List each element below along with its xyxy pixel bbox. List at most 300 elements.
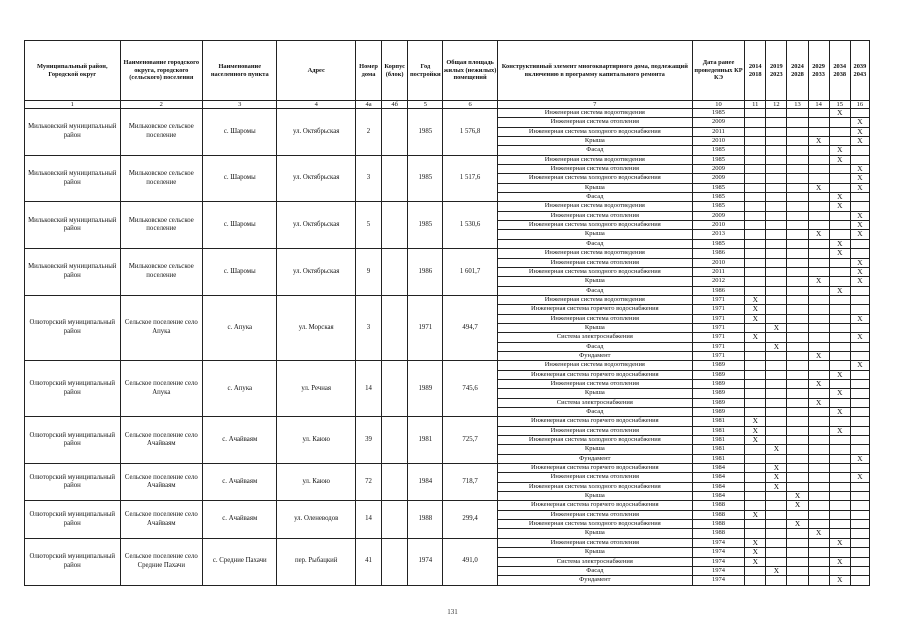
period-2014-2018-cell (745, 529, 766, 538)
period-2029-2033-cell: X (808, 351, 829, 360)
element-name-cell: Крыша (497, 277, 692, 286)
prior-repair-date-cell: 1985 (692, 109, 744, 118)
locality-cell: с. Ачайваям (203, 417, 277, 464)
period-2024-2028-cell (787, 183, 808, 192)
period-2019-2023-cell (766, 118, 787, 127)
period-2014-2018-cell: X (745, 557, 766, 566)
period-2034-2038-cell (829, 398, 850, 407)
district-cell: Мильковский муниципальный район (25, 202, 121, 249)
table-row (25, 538, 870, 547)
element-name-cell: Инженерная система отопления (497, 510, 692, 519)
period-2014-2018-cell (745, 221, 766, 230)
period-2019-2023-cell (766, 398, 787, 407)
period-2039-2043-cell: X (850, 473, 869, 482)
period-2034-2038-cell: X (829, 426, 850, 435)
year-built-cell: 1985 (408, 109, 443, 156)
period-2039-2043-cell: X (850, 258, 869, 267)
period-2039-2043-cell (850, 501, 869, 510)
period-2019-2023-cell (766, 408, 787, 417)
period-2024-2028-cell (787, 230, 808, 239)
area-cell: 745,6 (443, 361, 497, 417)
period-2034-2038-cell: X (829, 146, 850, 155)
house-number-cell: 3 (355, 155, 381, 202)
prior-repair-date-cell: 1974 (692, 576, 744, 585)
period-2014-2018-cell: X (745, 548, 766, 557)
period-2024-2028-cell (787, 445, 808, 454)
period-2039-2043-cell (850, 351, 869, 360)
district-cell: Олюторский муниципальный район (25, 538, 121, 585)
period-2024-2028-cell (787, 174, 808, 183)
period-2014-2018-cell: X (745, 436, 766, 445)
prior-repair-date-cell: 1971 (692, 314, 744, 323)
settlement-cell: Мильковское сельское поселение (120, 249, 202, 296)
period-2039-2043-cell (850, 379, 869, 388)
period-2034-2038-cell: X (829, 193, 850, 202)
period-2034-2038-cell (829, 165, 850, 174)
prior-repair-date-cell: 1989 (692, 408, 744, 417)
element-name-cell: Инженерная система холодного водоснабжения (497, 267, 692, 276)
period-2034-2038-cell (829, 267, 850, 276)
element-name-cell: Фасад (497, 342, 692, 351)
column-number-row (25, 101, 870, 109)
element-name-cell: Крыша (497, 183, 692, 192)
settlement-cell: Мильковское сельское поселение (120, 202, 202, 249)
locality-cell: с. Апука (203, 295, 277, 360)
period-2039-2043-cell: X (850, 333, 869, 342)
column-number: 5 (408, 101, 443, 109)
period-2029-2033-cell (808, 389, 829, 398)
period-2014-2018-cell (745, 155, 766, 164)
header-cell: Корпус (блок) (382, 41, 408, 101)
block-cell (382, 155, 408, 202)
prior-repair-date-cell: 2010 (692, 137, 744, 146)
prior-repair-date-cell: 2009 (692, 211, 744, 220)
period-2014-2018-cell (745, 566, 766, 575)
period-2014-2018-cell (745, 174, 766, 183)
locality-cell: с. Ачайваям (203, 501, 277, 538)
period-2029-2033-cell (808, 193, 829, 202)
period-2014-2018-cell (745, 482, 766, 491)
element-name-cell: Система электроснабжения (497, 333, 692, 342)
period-2024-2028-cell (787, 389, 808, 398)
period-2024-2028-cell (787, 361, 808, 370)
year-built-cell: 1988 (408, 501, 443, 538)
period-2019-2023-cell (766, 211, 787, 220)
prior-repair-date-cell: 1984 (692, 473, 744, 482)
repair-program-table (24, 40, 870, 586)
period-2029-2033-cell (808, 473, 829, 482)
element-name-cell: Инженерная система отопления (497, 118, 692, 127)
period-2019-2023-cell (766, 249, 787, 258)
area-cell: 718,7 (443, 464, 497, 501)
period-2034-2038-cell (829, 454, 850, 463)
prior-repair-date-cell: 1988 (692, 501, 744, 510)
street-cell: ул. Октябрьская (277, 202, 355, 249)
period-2039-2043-cell (850, 492, 869, 501)
period-2039-2043-cell (850, 239, 869, 248)
prior-repair-date-cell: 1981 (692, 436, 744, 445)
district-cell: Олюторский муниципальный район (25, 464, 121, 501)
period-2024-2028-cell (787, 314, 808, 323)
settlement-cell: Мильковское сельское поселение (120, 155, 202, 202)
period-2029-2033-cell (808, 492, 829, 501)
period-2039-2043-cell (850, 323, 869, 332)
period-2024-2028-cell (787, 436, 808, 445)
period-2034-2038-cell (829, 118, 850, 127)
period-2034-2038-cell (829, 529, 850, 538)
column-number: 10 (692, 101, 744, 109)
period-2014-2018-cell: X (745, 426, 766, 435)
column-number: 16 (850, 101, 869, 109)
street-cell: ул. Каюю (277, 417, 355, 464)
period-2019-2023-cell (766, 305, 787, 314)
period-2024-2028-cell (787, 211, 808, 220)
period-2014-2018-cell (745, 230, 766, 239)
period-2029-2033-cell: X (808, 137, 829, 146)
block-cell (382, 417, 408, 464)
street-cell: пер. Рыбацкий (277, 538, 355, 585)
locality-cell: с. Апука (203, 361, 277, 417)
period-2024-2028-cell (787, 342, 808, 351)
period-2024-2028-cell (787, 510, 808, 519)
period-2019-2023-cell (766, 295, 787, 304)
period-2014-2018-cell (745, 258, 766, 267)
period-2019-2023-cell: X (766, 566, 787, 575)
period-2034-2038-cell (829, 305, 850, 314)
prior-repair-date-cell: 1989 (692, 361, 744, 370)
period-2019-2023-cell (766, 230, 787, 239)
period-2034-2038-cell (829, 211, 850, 220)
column-number: 11 (745, 101, 766, 109)
prior-repair-date-cell: 2010 (692, 221, 744, 230)
area-cell: 1 576,8 (443, 109, 497, 156)
period-2029-2033-cell: X (808, 183, 829, 192)
header-cell: Адрес (277, 41, 355, 101)
prior-repair-date-cell: 1988 (692, 520, 744, 529)
period-2014-2018-cell (745, 137, 766, 146)
prior-repair-date-cell: 1981 (692, 445, 744, 454)
period-2034-2038-cell (829, 127, 850, 136)
table-body (25, 109, 870, 586)
district-cell: Мильковский муниципальный район (25, 109, 121, 156)
period-2019-2023-cell (766, 202, 787, 211)
period-2024-2028-cell (787, 118, 808, 127)
period-2014-2018-cell (745, 146, 766, 155)
year-built-cell: 1985 (408, 155, 443, 202)
period-2034-2038-cell (829, 417, 850, 426)
column-number: 3 (203, 101, 277, 109)
element-name-cell: Инженерная система горячего водоснабжения (497, 501, 692, 510)
page-number: 131 (447, 608, 458, 616)
prior-repair-date-cell: 1989 (692, 398, 744, 407)
period-2019-2023-cell: X (766, 473, 787, 482)
column-number: 15 (829, 101, 850, 109)
period-2014-2018-cell (745, 127, 766, 136)
header-cell: 2019 2023 (766, 41, 787, 101)
period-2029-2033-cell (808, 221, 829, 230)
year-built-cell: 1986 (408, 249, 443, 296)
period-2019-2023-cell (766, 426, 787, 435)
column-number: 6 (443, 101, 497, 109)
settlement-cell: Сельское поселение село Ачайваям (120, 417, 202, 464)
period-2019-2023-cell (766, 492, 787, 501)
period-2019-2023-cell (766, 557, 787, 566)
element-name-cell: Фасад (497, 239, 692, 248)
element-name-cell: Инженерная система отопления (497, 538, 692, 547)
locality-cell: с. Шаромы (203, 202, 277, 249)
street-cell: ул. Морская (277, 295, 355, 360)
house-number-cell: 3 (355, 295, 381, 360)
period-2014-2018-cell (745, 109, 766, 118)
period-2034-2038-cell: X (829, 389, 850, 398)
period-2039-2043-cell (850, 389, 869, 398)
period-2034-2038-cell (829, 436, 850, 445)
locality-cell: с. Шаромы (203, 155, 277, 202)
period-2039-2043-cell: X (850, 127, 869, 136)
street-cell: ул. Октябрьская (277, 109, 355, 156)
prior-repair-date-cell: 2011 (692, 127, 744, 136)
period-2019-2023-cell (766, 258, 787, 267)
period-2014-2018-cell (745, 361, 766, 370)
column-number: 4б (382, 101, 408, 109)
street-cell: ул. Оленеводов (277, 501, 355, 538)
period-2024-2028-cell (787, 305, 808, 314)
header-row (25, 41, 870, 101)
period-2034-2038-cell (829, 510, 850, 519)
period-2039-2043-cell (850, 510, 869, 519)
prior-repair-date-cell: 2009 (692, 174, 744, 183)
period-2039-2043-cell: X (850, 165, 869, 174)
period-2039-2043-cell: X (850, 277, 869, 286)
year-built-cell: 1974 (408, 538, 443, 585)
prior-repair-date-cell: 1981 (692, 454, 744, 463)
period-2034-2038-cell (829, 548, 850, 557)
district-cell: Олюторский муниципальный район (25, 501, 121, 538)
element-name-cell: Крыша (497, 529, 692, 538)
area-cell: 1 530,6 (443, 202, 497, 249)
header-cell: Наименование городского округа, городского (сельского) поселения (120, 41, 202, 101)
element-name-cell: Инженерная система холодного водоснабжения (497, 174, 692, 183)
element-name-cell: Инженерная система водоотведения (497, 361, 692, 370)
prior-repair-date-cell: 1981 (692, 426, 744, 435)
period-2034-2038-cell (829, 137, 850, 146)
prior-repair-date-cell: 1971 (692, 295, 744, 304)
period-2034-2038-cell (829, 295, 850, 304)
period-2039-2043-cell (850, 109, 869, 118)
element-name-cell: Фасад (497, 146, 692, 155)
area-cell: 1 517,6 (443, 155, 497, 202)
period-2039-2043-cell: X (850, 267, 869, 276)
element-name-cell: Система электроснабжения (497, 398, 692, 407)
period-2019-2023-cell (766, 538, 787, 547)
period-2039-2043-cell: X (850, 361, 869, 370)
prior-repair-date-cell: 1974 (692, 548, 744, 557)
period-2019-2023-cell (766, 183, 787, 192)
area-cell: 299,4 (443, 501, 497, 538)
prior-repair-date-cell: 1981 (692, 417, 744, 426)
period-2039-2043-cell (850, 305, 869, 314)
period-2029-2033-cell (808, 314, 829, 323)
period-2024-2028-cell (787, 249, 808, 258)
settlement-cell: Сельское поселение село Апука (120, 295, 202, 360)
prior-repair-date-cell: 1971 (692, 323, 744, 332)
period-2019-2023-cell (766, 454, 787, 463)
period-2024-2028-cell (787, 137, 808, 146)
period-2029-2033-cell (808, 510, 829, 519)
column-number: 4 (277, 101, 355, 109)
period-2034-2038-cell (829, 221, 850, 230)
period-2039-2043-cell (850, 548, 869, 557)
period-2024-2028-cell (787, 333, 808, 342)
period-2024-2028-cell (787, 277, 808, 286)
settlement-cell: Сельское поселение село Средние Пахачи (120, 538, 202, 585)
period-2034-2038-cell (829, 501, 850, 510)
period-2039-2043-cell: X (850, 454, 869, 463)
period-2014-2018-cell (745, 464, 766, 473)
element-name-cell: Инженерная система отопления (497, 314, 692, 323)
prior-repair-date-cell: 1986 (692, 249, 744, 258)
period-2034-2038-cell: X (829, 538, 850, 547)
prior-repair-date-cell: 1985 (692, 183, 744, 192)
period-2029-2033-cell (808, 436, 829, 445)
block-cell (382, 361, 408, 417)
period-2034-2038-cell (829, 566, 850, 575)
house-number-cell: 5 (355, 202, 381, 249)
period-2039-2043-cell (850, 146, 869, 155)
period-2014-2018-cell (745, 183, 766, 192)
header-cell: 2014 2018 (745, 41, 766, 101)
period-2014-2018-cell: X (745, 333, 766, 342)
period-2039-2043-cell (850, 538, 869, 547)
period-2034-2038-cell: X (829, 370, 850, 379)
period-2039-2043-cell: X (850, 230, 869, 239)
house-number-cell: 14 (355, 501, 381, 538)
prior-repair-date-cell: 1984 (692, 482, 744, 491)
period-2029-2033-cell: X (808, 529, 829, 538)
period-2039-2043-cell (850, 202, 869, 211)
period-2034-2038-cell: X (829, 239, 850, 248)
period-2019-2023-cell (766, 127, 787, 136)
element-name-cell: Инженерная система холодного водоснабжения (497, 436, 692, 445)
prior-repair-date-cell: 1984 (692, 464, 744, 473)
period-2034-2038-cell (829, 482, 850, 491)
street-cell: ул. Октябрьская (277, 155, 355, 202)
block-cell (382, 249, 408, 296)
period-2029-2033-cell (808, 408, 829, 417)
period-2014-2018-cell (745, 249, 766, 258)
period-2014-2018-cell: X (745, 417, 766, 426)
table-row (25, 361, 870, 370)
period-2029-2033-cell (808, 548, 829, 557)
period-2019-2023-cell (766, 221, 787, 230)
period-2029-2033-cell (808, 323, 829, 332)
prior-repair-date-cell: 1989 (692, 389, 744, 398)
period-2024-2028-cell (787, 408, 808, 417)
table-row (25, 155, 870, 164)
locality-cell: с. Средние Пахачи (203, 538, 277, 585)
year-built-cell: 1971 (408, 295, 443, 360)
document-sheet (24, 40, 870, 586)
period-2039-2043-cell (850, 576, 869, 585)
period-2034-2038-cell (829, 323, 850, 332)
column-number: 13 (787, 101, 808, 109)
house-number-cell: 14 (355, 361, 381, 417)
period-2019-2023-cell: X (766, 323, 787, 332)
period-2019-2023-cell (766, 379, 787, 388)
period-2014-2018-cell (745, 277, 766, 286)
period-2029-2033-cell: X (808, 277, 829, 286)
period-2024-2028-cell (787, 323, 808, 332)
period-2019-2023-cell (766, 137, 787, 146)
period-2014-2018-cell (745, 445, 766, 454)
period-2039-2043-cell (850, 417, 869, 426)
period-2034-2038-cell (829, 361, 850, 370)
period-2029-2033-cell (808, 174, 829, 183)
year-built-cell: 1989 (408, 361, 443, 417)
period-2039-2043-cell: X (850, 137, 869, 146)
period-2024-2028-cell (787, 548, 808, 557)
element-name-cell: Крыша (497, 137, 692, 146)
column-number: 4а (355, 101, 381, 109)
period-2039-2043-cell (850, 529, 869, 538)
area-cell: 1 601,7 (443, 249, 497, 296)
period-2014-2018-cell (745, 323, 766, 332)
period-2024-2028-cell (787, 286, 808, 295)
period-2039-2043-cell: X (850, 221, 869, 230)
table-row (25, 202, 870, 211)
period-2034-2038-cell (829, 174, 850, 183)
period-2024-2028-cell (787, 566, 808, 575)
street-cell: ул. Речная (277, 361, 355, 417)
period-2024-2028-cell (787, 351, 808, 360)
period-2014-2018-cell (745, 370, 766, 379)
period-2034-2038-cell (829, 258, 850, 267)
period-2024-2028-cell (787, 146, 808, 155)
period-2034-2038-cell: X (829, 155, 850, 164)
prior-repair-date-cell: 2009 (692, 165, 744, 174)
period-2019-2023-cell (766, 417, 787, 426)
period-2019-2023-cell (766, 155, 787, 164)
period-2039-2043-cell (850, 566, 869, 575)
period-2019-2023-cell (766, 576, 787, 585)
period-2034-2038-cell (829, 473, 850, 482)
period-2024-2028-cell (787, 239, 808, 248)
period-2014-2018-cell (745, 165, 766, 174)
prior-repair-date-cell: 2012 (692, 277, 744, 286)
prior-repair-date-cell: 1971 (692, 342, 744, 351)
block-cell (382, 538, 408, 585)
period-2024-2028-cell: X (787, 492, 808, 501)
period-2024-2028-cell (787, 165, 808, 174)
period-2019-2023-cell: X (766, 482, 787, 491)
period-2039-2043-cell (850, 482, 869, 491)
period-2034-2038-cell (829, 351, 850, 360)
house-number-cell: 2 (355, 109, 381, 156)
area-cell: 725,7 (443, 417, 497, 464)
period-2039-2043-cell: X (850, 314, 869, 323)
period-2039-2043-cell: X (850, 211, 869, 220)
element-name-cell: Фундамент (497, 351, 692, 360)
period-2024-2028-cell (787, 576, 808, 585)
header-cell: Общая площадь жилых (нежилых) помещений (443, 41, 497, 101)
period-2034-2038-cell (829, 520, 850, 529)
period-2034-2038-cell: X (829, 286, 850, 295)
element-name-cell: Инженерная система отопления (497, 211, 692, 220)
period-2014-2018-cell: X (745, 295, 766, 304)
period-2029-2033-cell (808, 538, 829, 547)
prior-repair-date-cell: 2011 (692, 267, 744, 276)
prior-repair-date-cell: 1985 (692, 193, 744, 202)
